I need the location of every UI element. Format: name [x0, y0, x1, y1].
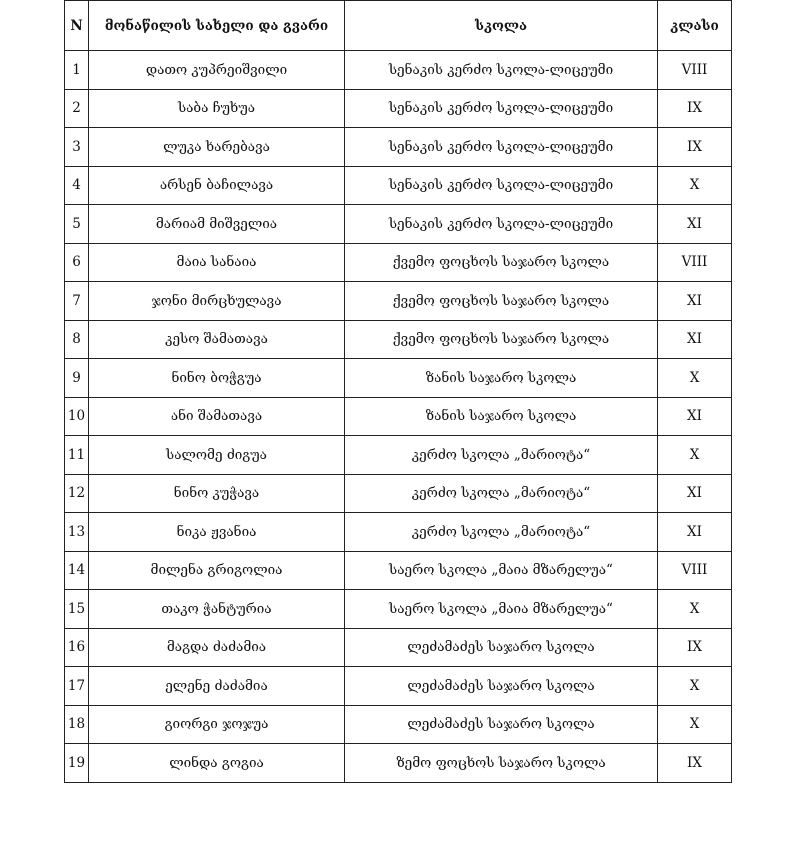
grade-cell: VIII	[658, 243, 732, 282]
school-name-cell: ლეძამაძეს საჯარო სკოლა	[345, 667, 658, 706]
row-number-cell: 19	[65, 744, 89, 783]
table-row	[65, 667, 732, 706]
school-name-cell: ქვემო ფოცხოს საჯარო სკოლა	[345, 282, 658, 321]
table-row	[65, 628, 732, 667]
grade-cell: X	[658, 590, 732, 629]
grade-cell: IX	[658, 89, 732, 128]
school-name-cell: ზემო ფოცხოს საჯარო სკოლა	[345, 744, 658, 783]
row-number-cell: 14	[65, 551, 89, 590]
grade-cell: X	[658, 436, 732, 475]
grade-cell: IX	[658, 628, 732, 667]
table-row	[65, 744, 732, 783]
participant-name-cell: მარიამ მიშველია	[89, 205, 345, 244]
grade-cell: XI	[658, 282, 732, 321]
row-number-cell: 12	[65, 474, 89, 513]
participant-name-cell: არსენ ბაჩილავა	[89, 166, 345, 205]
participant-name-cell: თაკო ჭანტურია	[89, 590, 345, 629]
header-row	[65, 1, 732, 51]
school-name-cell: სენაკის კერძო სკოლა-ლიცეუმი	[345, 205, 658, 244]
grade-cell: X	[658, 667, 732, 706]
participant-name-cell: გიორგი ჯოჯუა	[89, 705, 345, 744]
table-body	[65, 51, 732, 783]
row-number-cell: 4	[65, 166, 89, 205]
row-number-cell: 11	[65, 436, 89, 475]
row-number-cell: 17	[65, 667, 89, 706]
school-name-cell: საერო სკოლა „მაია მზარელუა“	[345, 551, 658, 590]
school-name-cell: ლეძამაძეს საჯარო სკოლა	[345, 705, 658, 744]
participants-table	[64, 0, 732, 783]
table-row	[65, 551, 732, 590]
participant-name-cell: ნინო ბოჭგუა	[89, 359, 345, 398]
table-row	[65, 89, 732, 128]
school-name-cell: კერძო სკოლა „მარიოტა“	[345, 513, 658, 552]
grade-cell: VIII	[658, 51, 732, 90]
grade-cell: XI	[658, 397, 732, 436]
participant-name-cell: ნიკა ჟვანია	[89, 513, 345, 552]
row-number-cell: 5	[65, 205, 89, 244]
grade-cell: XI	[658, 513, 732, 552]
table-row	[65, 243, 732, 282]
participant-name-cell: მაგდა ძაძამია	[89, 628, 345, 667]
table-row	[65, 705, 732, 744]
participant-name-cell: დათო კუპრეიშვილი	[89, 51, 345, 90]
row-number-cell: 9	[65, 359, 89, 398]
grade-cell: X	[658, 166, 732, 205]
table-row	[65, 128, 732, 167]
table-row	[65, 397, 732, 436]
table-row	[65, 320, 732, 359]
school-name-cell: სენაკის კერძო სკოლა-ლიცეუმი	[345, 166, 658, 205]
table-row	[65, 436, 732, 475]
school-name-cell: კერძო სკოლა „მარიოტა“	[345, 436, 658, 475]
participant-name-cell: სალომე ძიგუა	[89, 436, 345, 475]
grade-cell: XI	[658, 474, 732, 513]
table-row	[65, 282, 732, 321]
participant-name-cell: ლინდა გოგია	[89, 744, 345, 783]
table-row	[65, 590, 732, 629]
row-number-cell: 15	[65, 590, 89, 629]
grade-cell: XI	[658, 205, 732, 244]
grade-cell: X	[658, 705, 732, 744]
school-name-cell: სენაკის კერძო სკოლა-ლიცეუმი	[345, 51, 658, 90]
grade-cell: VIII	[658, 551, 732, 590]
header-grade: კლასი	[658, 1, 732, 51]
participant-name-cell: ჯონი მირცხულავა	[89, 282, 345, 321]
school-name-cell: სენაკის კერძო სკოლა-ლიცეუმი	[345, 89, 658, 128]
table-header	[65, 1, 732, 51]
school-name-cell: კერძო სკოლა „მარიოტა“	[345, 474, 658, 513]
row-number-cell: 2	[65, 89, 89, 128]
participant-name-cell: ანი შამათავა	[89, 397, 345, 436]
table-row	[65, 513, 732, 552]
header-school: სკოლა	[345, 1, 658, 51]
participant-name-cell: მილენა გრიგოლია	[89, 551, 345, 590]
row-number-cell: 7	[65, 282, 89, 321]
school-name-cell: ზანის საჯარო სკოლა	[345, 359, 658, 398]
school-name-cell: ქვემო ფოცხოს საჯარო სკოლა	[345, 320, 658, 359]
row-number-cell: 8	[65, 320, 89, 359]
participant-name-cell: მაია სანაია	[89, 243, 345, 282]
row-number-cell: 13	[65, 513, 89, 552]
row-number-cell: 16	[65, 628, 89, 667]
grade-cell: XI	[658, 320, 732, 359]
grade-cell: IX	[658, 744, 732, 783]
header-participant-name: მონაწილის სახელი და გვარი	[89, 1, 345, 51]
school-name-cell: სენაკის კერძო სკოლა-ლიცეუმი	[345, 128, 658, 167]
school-name-cell: ზანის საჯარო სკოლა	[345, 397, 658, 436]
table-row	[65, 51, 732, 90]
table-row	[65, 205, 732, 244]
school-name-cell: ქვემო ფოცხოს საჯარო სკოლა	[345, 243, 658, 282]
school-name-cell: ლეძამაძეს საჯარო სკოლა	[345, 628, 658, 667]
grade-cell: IX	[658, 128, 732, 167]
participant-name-cell: საბა ჩუხუა	[89, 89, 345, 128]
participant-name-cell: კესო შამათავა	[89, 320, 345, 359]
grade-cell: X	[658, 359, 732, 398]
participant-name-cell: ელენე ძაძამია	[89, 667, 345, 706]
row-number-cell: 3	[65, 128, 89, 167]
table-row	[65, 474, 732, 513]
participant-name-cell: ნინო კუჭავა	[89, 474, 345, 513]
table-row	[65, 359, 732, 398]
table-row	[65, 166, 732, 205]
participant-name-cell: ლუკა ხარებავა	[89, 128, 345, 167]
header-number: N	[65, 1, 89, 51]
row-number-cell: 1	[65, 51, 89, 90]
school-name-cell: საერო სკოლა „მაია მზარელუა“	[345, 590, 658, 629]
row-number-cell: 18	[65, 705, 89, 744]
row-number-cell: 10	[65, 397, 89, 436]
row-number-cell: 6	[65, 243, 89, 282]
